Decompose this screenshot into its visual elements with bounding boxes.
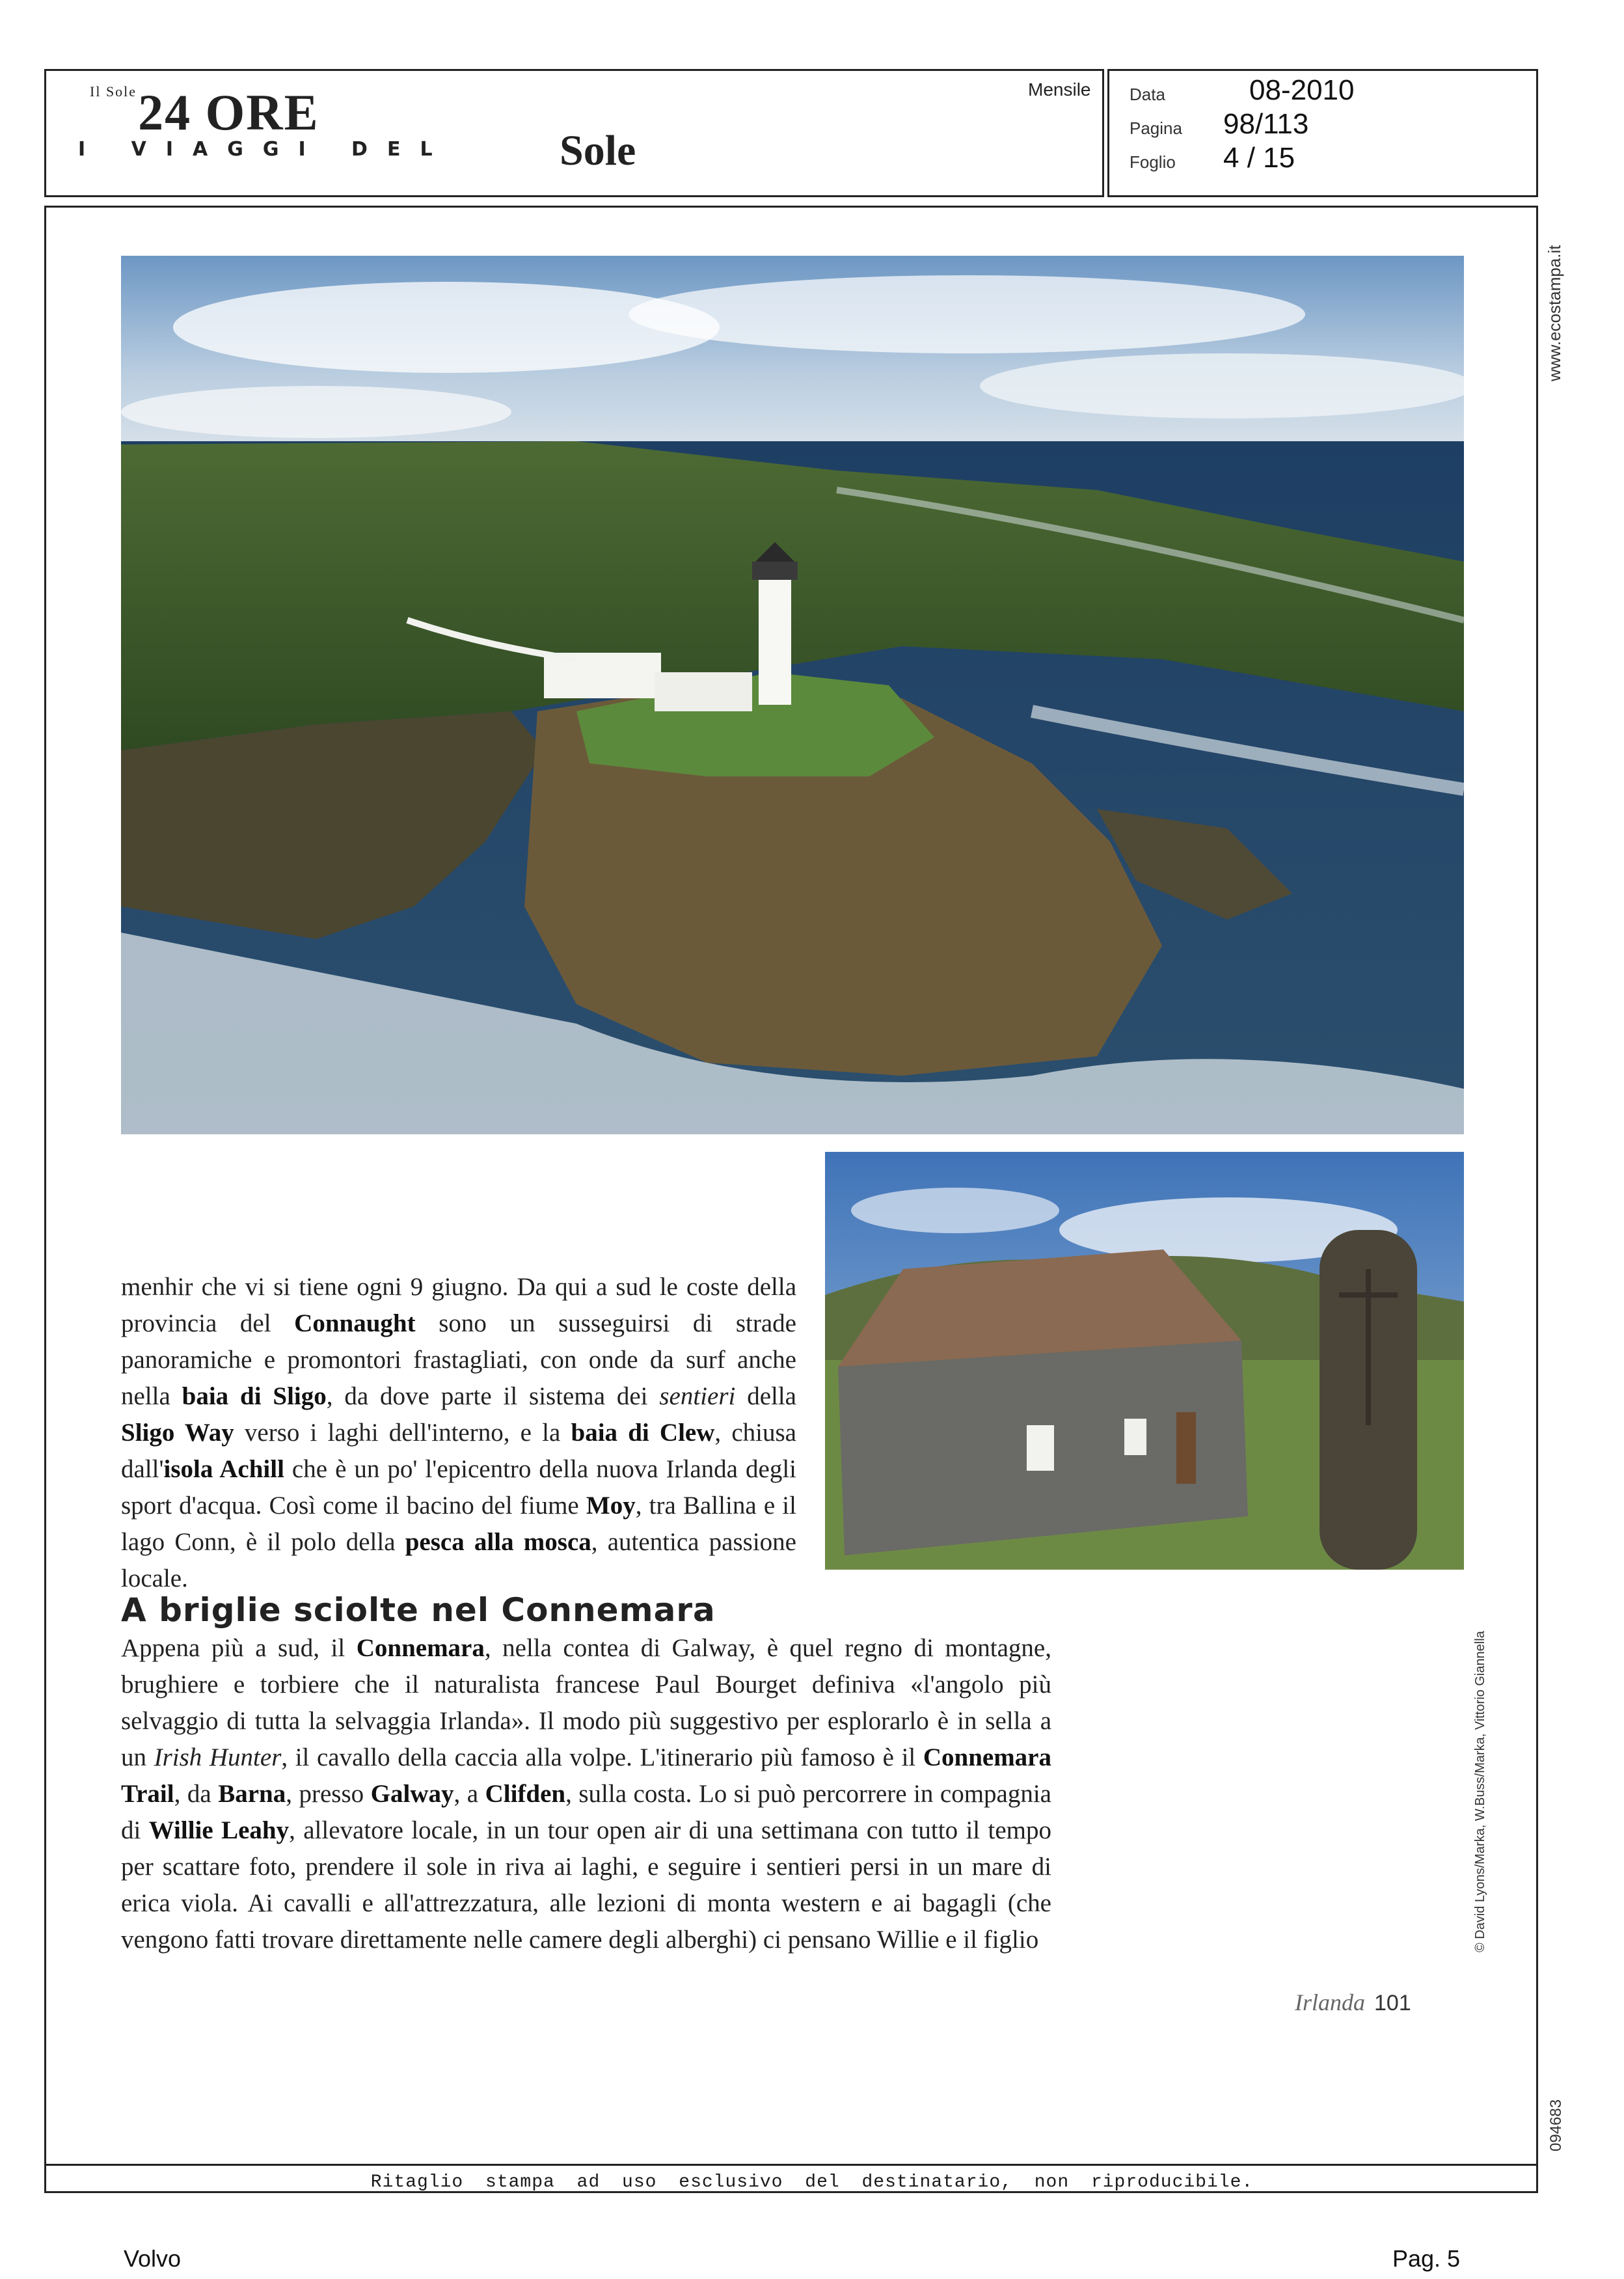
text-run: Connaught (294, 1309, 416, 1337)
text-run: , a (453, 1780, 485, 1808)
text-run: , autentica passione locale. (121, 1528, 796, 1592)
archive-code: 094683 (1547, 2099, 1565, 2151)
page-folio (1295, 1989, 1411, 2016)
meta-label-foglio: Foglio (1130, 152, 1176, 172)
meta-label-pagina: Pagina (1130, 118, 1182, 138)
text-run: , il cavallo della caccia alla volpe. L'itinerario più famoso è il (281, 1743, 923, 1771)
text-run: Irish Hunter (154, 1743, 282, 1771)
text-run: verso i laghi dell'interno, e la (234, 1419, 571, 1447)
folio-section: Irlanda (1295, 1989, 1365, 2015)
text-run: Barna (218, 1780, 286, 1808)
frequency-label: Mensile (1028, 79, 1091, 100)
text-run: Clifden (485, 1780, 566, 1808)
photo-credits: © David Lyons/Marka, W.Buss/Marka, Vittorio Giannella (1473, 1631, 1487, 1952)
text-run: Sligo Way (121, 1419, 234, 1447)
folio-page: 101 (1374, 1991, 1411, 2015)
text-run: Connemara (356, 1634, 485, 1662)
meta-value-data: 08-2010 (1249, 74, 1355, 106)
text-run: Moy (586, 1492, 636, 1520)
series-title-end: Sole (560, 127, 636, 174)
text-run: , da (174, 1780, 219, 1808)
client-name: Volvo (124, 2245, 182, 2272)
text-run: Connemara Trail (121, 1743, 1051, 1808)
text-run: pesca alla mosca (405, 1528, 591, 1556)
text-run: sentieri (659, 1382, 736, 1410)
text-run: , allevatore locale, in un tour open air di una settimana con tutto il tempo per scattare foto, prendere il sole in riva ai laghi, e seguire i sentieri persi in un mare di erica viola. Ai cavalli e all'attrezzatura, alle lezioni di monta western e ai bagagli (che vengono fatti trovare direttamente nelle camere degli alberghi) ci pensano Willie e il figlio (121, 1816, 1052, 1954)
meta-label-data: Data (1130, 85, 1165, 104)
text-run: baia di Clew (571, 1419, 715, 1447)
footer-divider (44, 2164, 1538, 2166)
article-paragraph-2 (121, 1630, 1051, 1958)
article-paragraph-1 (121, 1269, 796, 1597)
text-run: menhir che vi si tiene ogni 9 giugno. Da qui a sud le coste della provincia del (121, 1273, 796, 1337)
text-run: che è un po' l'epicentro della nuova Irlanda degli sport d'acqua. Così come il bacino del fiume (121, 1455, 796, 1520)
text-run: Appena più a sud, il (121, 1634, 357, 1662)
meta-value-pagina: 98/113 (1223, 108, 1309, 140)
text-run: , chiusa dall' (121, 1419, 796, 1483)
text-run: Willie Leahy (148, 1816, 290, 1844)
text-run: isola Achill (163, 1455, 284, 1483)
text-run: , presso (286, 1780, 371, 1808)
copyright-notice: Ritaglio stampa ad uso esclusivo del destinatario, non riproducibile. (370, 2172, 1254, 2192)
text-run: , sulla costa. Lo si può percorrere in compagnia di (121, 1780, 1051, 1844)
meta-value-foglio: 4 / 15 (1223, 142, 1295, 174)
text-run: sono un susseguirsi di strade panoramiche e promontori frastagliati, con onde da surf anche nella (121, 1309, 796, 1410)
site-url: www.ecostampa.it (1545, 245, 1564, 381)
section-heading: A briglie sciolte nel Connemara (121, 1591, 716, 1629)
lighthouse-photo (121, 256, 1464, 1134)
text-run: della (735, 1382, 796, 1410)
text-run: , nella contea di Galway, è quel regno di montagne, brughiere e torbiere che il naturalista francese Paul Bourget definiva «l'angolo più selvaggio di tutta la selvaggia Irlanda». Il modo più suggestivo per esplorarlo è in sella a un (121, 1634, 1051, 1771)
series-title: I VIAGGI DEL (78, 138, 452, 161)
text-run: , da dove parte il sistema dei (326, 1382, 660, 1410)
publisher-logo: $^{Il Sole}$24 ORE (90, 83, 319, 141)
cottage-photo (825, 1152, 1464, 1570)
page-number: Pag. 5 (1392, 2245, 1461, 2272)
text-run: Galway (370, 1780, 454, 1808)
text-run: baia di Sligo (182, 1382, 327, 1410)
text-run: , tra Ballina e il lago Conn, è il polo della (121, 1492, 796, 1556)
